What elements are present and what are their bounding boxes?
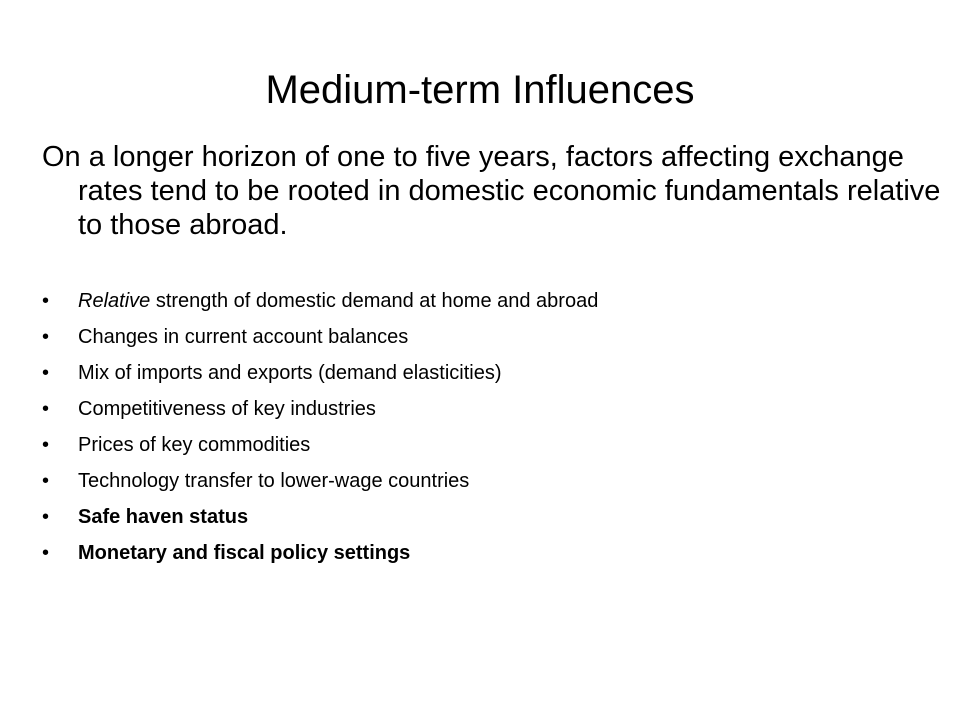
bullet-text: Technology transfer to lower-wage countries [78,470,470,492]
bullet-dot-icon: • [42,506,50,528]
slide-title: Medium-term Influences [265,68,695,112]
bullet-text-rest: strength of domestic demand at home and abroad [150,290,599,312]
bullet-item-competitiveness [42,396,922,432]
bullet-text [78,290,598,312]
bullet-text: Safe haven status [78,506,249,528]
bullet-item-policy-settings [42,540,922,576]
bullet-item-imports-exports [42,360,922,396]
bullet-dot-icon: • [42,362,50,384]
bullet-item-current-account [42,324,922,360]
bullet-text: Mix of imports and exports (demand elasticities) [78,362,502,384]
bullet-dot-icon: • [42,290,50,312]
bullet-item-commodities [42,432,922,468]
bullet-item-safe-haven [42,504,922,540]
bullet-dot-icon: • [42,398,50,420]
bullet-list [42,288,922,576]
bullet-text: Monetary and fiscal policy settings [78,542,411,564]
bullet-item-relative-demand [42,288,922,324]
bullet-item-technology-transfer [42,468,922,504]
bullet-dot-icon: • [42,470,50,492]
intro-paragraph: On a longer horizon of one to five years, factors affecting exchange rates tend to be rooted in domestic economic fundamentals relative to those abroad. [42,141,941,241]
bullet-dot-icon: • [42,326,50,348]
bullet-italic-prefix: Relative [78,290,151,312]
bullet-text: Competitiveness of key industries [78,398,376,420]
bullet-text: Prices of key commodities [78,434,311,456]
bullet-dot-icon: • [42,434,50,456]
bullet-dot-icon: • [42,542,50,564]
bullet-text: Changes in current account balances [78,326,409,348]
